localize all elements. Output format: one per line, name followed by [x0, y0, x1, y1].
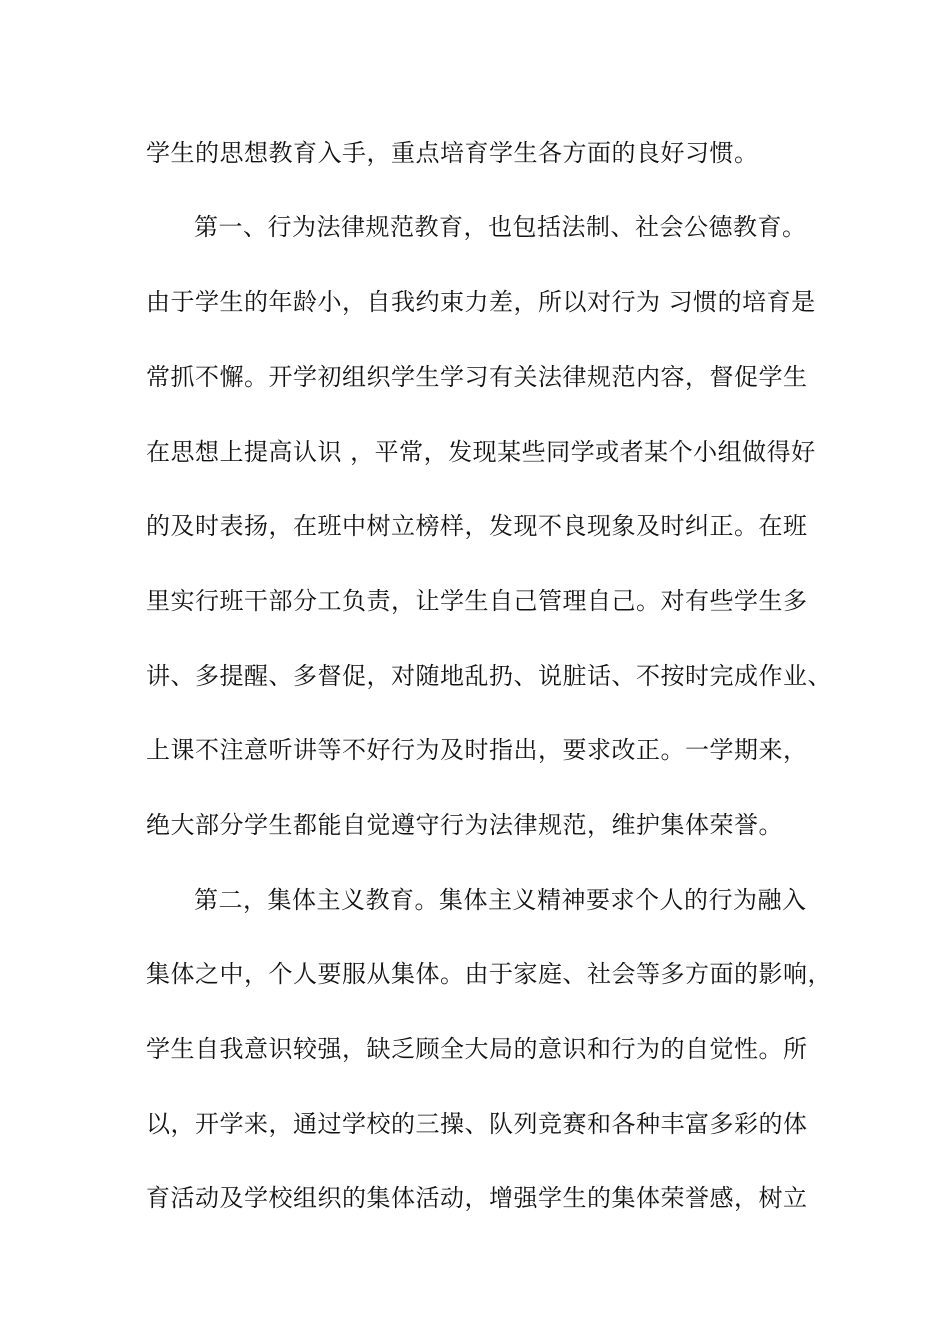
- text-line-11: 第二，集体主义教育。集体主义精神要求个人的行为融入: [194, 886, 807, 914]
- text-line-8: 讲、多提醒、多督促，对随地乱扔、说脏话、不按时完成作业、: [146, 662, 832, 690]
- text-line-3: 由于学生的年龄小，自我约束力差，所以对行为 习惯的培育是: [146, 288, 816, 316]
- text-line-1: 学生的思想教育入手，重点培育学生各方面的良好习惯。: [146, 139, 759, 167]
- text-line-10: 绝大部分学生都能自觉遵守行为法律规范，维护集体荣誉。: [146, 811, 783, 839]
- text-line-14: 以，开学来，通过学校的三操、队列竞赛和各种丰富多彩的体: [146, 1110, 808, 1138]
- text-line-2: 第一、行为法律规范教育，也包括法制、社会公德教育。: [194, 213, 807, 241]
- text-line-9: 上课不注意听讲等不好行为及时指出，要求改正。一学期来，: [146, 736, 808, 764]
- text-line-15: 育活动及学校组织的集体活动，增强学生的集体荣誉感，树立: [146, 1184, 808, 1212]
- text-line-7: 里实行班干部分工负责，让学生自己管理自己。对有些学生多: [146, 587, 808, 615]
- text-line-5: 在思想上提高认识 ，平常，发现某些同学或者某个小组做得好: [146, 438, 816, 466]
- text-line-12: 集体之中，个人要服从集体。由于家庭、社会等多方面的影响，: [146, 960, 832, 988]
- text-line-13: 学生自我意识较强，缺乏顾全大局的意识和行为的自觉性。所: [146, 1035, 808, 1063]
- text-line-6: 的及时表扬，在班中树立榜样，发现不良现象及时纠正。在班: [146, 512, 808, 540]
- text-line-4: 常抓不懈。开学初组织学生学习有关法律规范内容，督促学生: [146, 363, 808, 391]
